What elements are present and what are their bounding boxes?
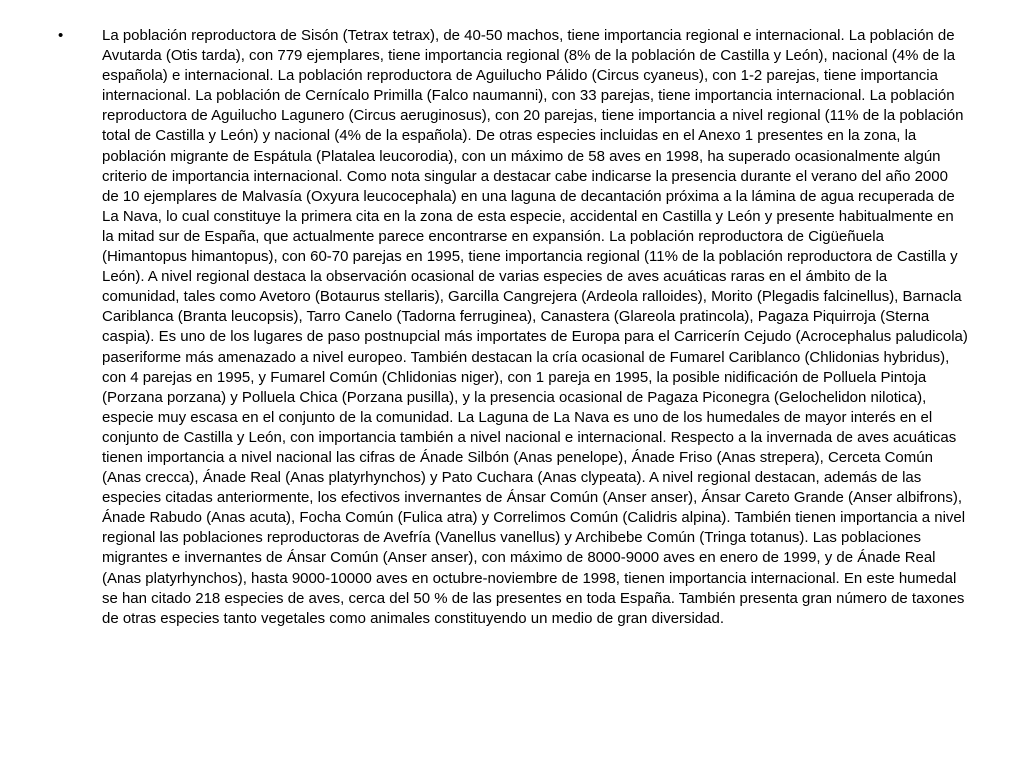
body-paragraph: La población reproductora de Sisón (Tetrax tetrax), de 40-50 machos, tiene importancia regional e internacional. La población de Avutarda (Otis tarda), con 779 ejemplares, tiene importancia regional (8% de la población de Castilla y León), nacional (4% de la española) e internacional. La población reproductora de Aguilucho Pálido (Circus cyaneus), con 1-2 parejas, tiene importancia internacional. La población de Cernícalo Primilla (Falco naumanni), con 33 parejas, tiene importancia internacional. La población reproductora de Aguilucho Lagunero (Circus aeruginosus), con 20 parejas, tiene importancia a nivel regional (11% de la población total de Castilla y León) y nacional (4% de la española). De otras especies incluidas en el Anexo 1 presentes en la zona, la población migrante de Espátula (Platalea leucorodia), con un máximo de 58 aves en 1998, ha superado ocasionalmente algún criterio de importancia internacional. Como nota singular a destacar cabe indicarse la presencia durante el verano del año 2000 de 10 ejemplares de Malvasía (Oxyura leucocephala) en una laguna de decantación próxima a la lámina de agua recuperada de La Nava, lo cual constituye la primera cita en la zona de esta especie, accidental en Castilla y León y presente habitualmente en la mitad sur de España, que actualmente parece encontrarse en expansión. La población reproductora de Cigüeñuela (Himantopus himantopus), con 60-70 parejas en 1995, tiene importancia regional (11% de la población reproductora de Castilla y León). A nivel regional destaca la observación ocasional de varias especies de aves acuáticas raras en el ámbito de la comunidad, tales como Avetoro (Botaurus stellaris), Garcilla Cangrejera (Ardeola ralloides), Morito (Plegadis falcinellus), Barnacla Cariblanca (Branta leucopsis), Tarro Canelo (Tadorna ferruginea), Canastera (Glareola pratincola), Pagaza Piquirroja (Sterna caspia). Es uno de los lugares de paso postnupcial más importates de Europa para el Carricerín Cejudo (Acrocephalus paludicola) paseriforme más amenazado a nivel europeo. También destacan la cría ocasional de Fumarel Cariblanco (Chlidonias hybridus), con 4 parejas en 1995, y Fumarel Común (Chlidonias niger), con 1 pareja en 1995, la posible nidificación de Polluela Pintoja (Porzana porzana) y Polluela Chica (Porzana pusilla), y la presencia ocasional de Pagaza Piconegra (Gelochelidon nilotica), especie muy escasa en el conjunto de la comunidad. La Laguna de La Nava es uno de los humedales de mayor interés en el conjunto de Castilla y León, con importancia también a nivel nacional e internacional. Respecto a la invernada de aves acuáticas tienen importancia a nivel nacional las cifras de Ánade Silbón (Anas penelope), Ánade Friso (Anas strepera), Cerceta Común (Anas crecca), Ánade Real (Anas platyrhynchos) y Pato Cuchara (Anas clypeata). A nivel regional destacan, además de las especies citadas anteriormente, los efectivos invernantes de Ánsar Común (Anser anser), Ánsar Careto Grande (Anser albifrons), Ánade Rabudo (Anas acuta), Focha Común (Fulica atra) y Correlimos Común (Calidris alpina). También tienen importancia a nivel regional las poblaciones reproductoras de Avefría (Vanellus vanellus) y Archibebe Común (Tringa totanus). Las poblaciones migrantes e invernantes de Ánsar Común (Anser anser), con máximo de 8000-9000 aves en enero de 1999, y de Ánade Real (Anas platyrhynchos), hasta 9000-10000 aves en octubre-noviembre de 1998, tienen importancia internacional. En este humedal se han citado 218 especies de aves, cerca del 50 % de las presentes en toda España. También presenta gran número de taxones de otras especies tanto vegetales como animales constituyendo un medio de gran diversidad.	[102, 27, 968, 627]
bullet-point-icon: •	[58, 27, 64, 44]
bullet-list-item	[58, 26, 970, 629]
